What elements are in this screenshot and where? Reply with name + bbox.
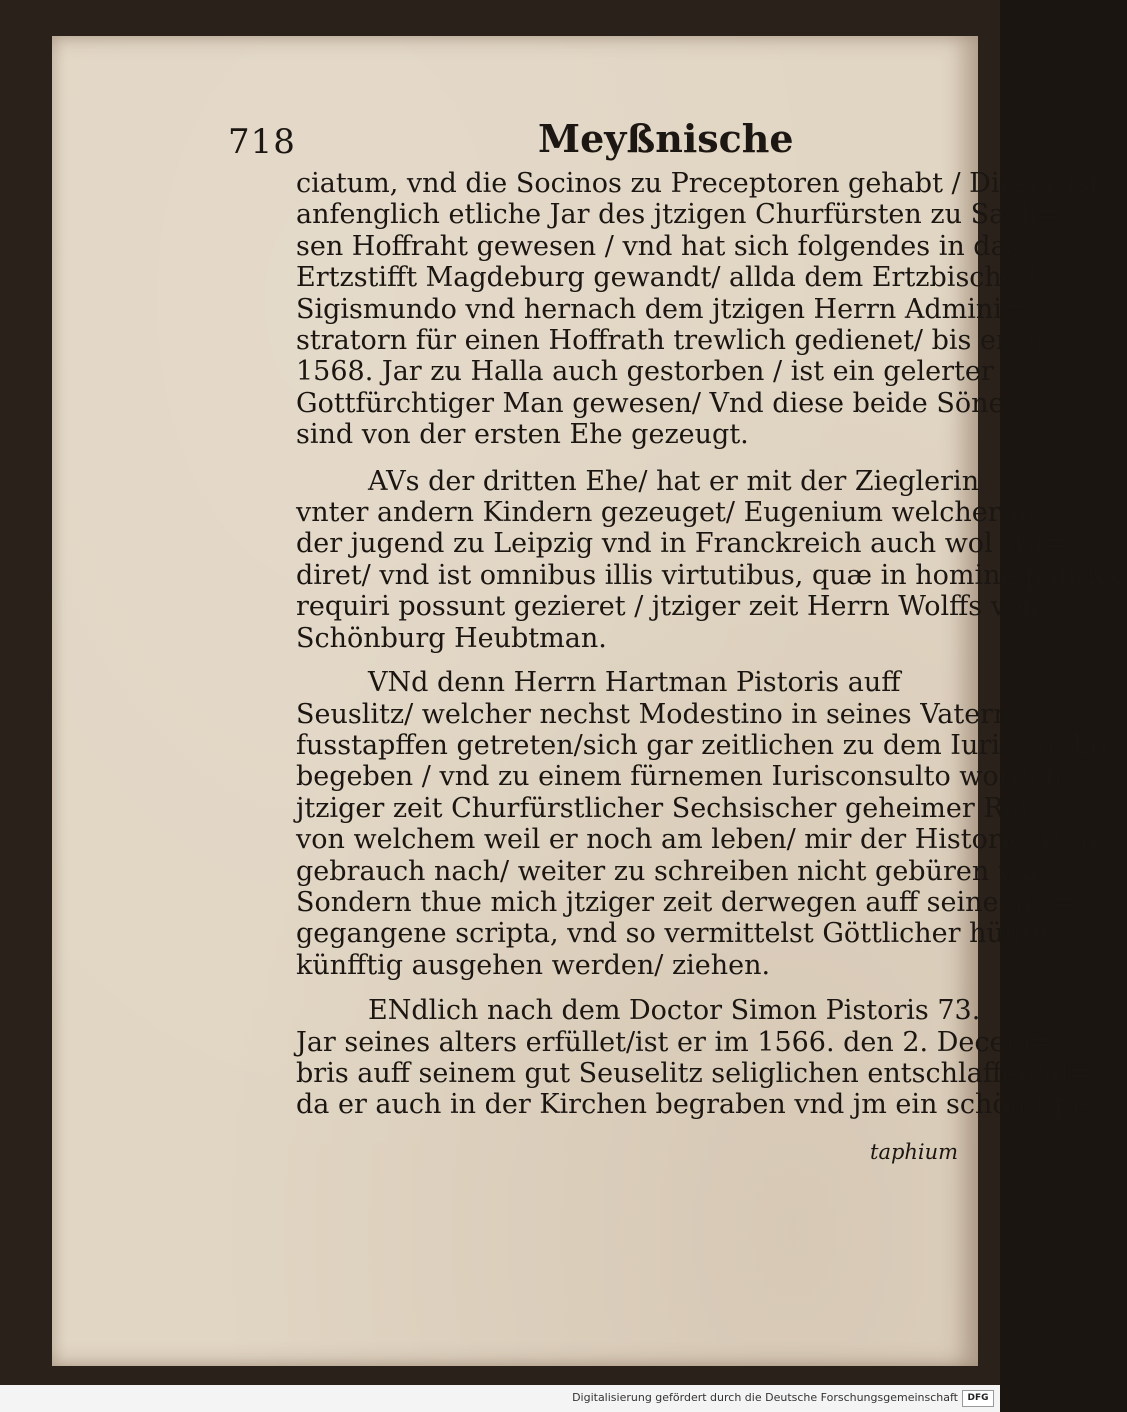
paragraph-3 [296,667,1107,981]
text-line: Sondern thue mich jtziger zeit derwegen auff seine aus= [296,886,1078,918]
text-line: ciatum, vnd die Socinos zu Preceptoren gehabt / Dieser ist [296,168,1101,199]
text-line: von welchem weil er noch am leben/ mir der Historicorum [296,824,1097,856]
text-line: sen Hoffraht gewesen / vnd hat sich folgendes in das [296,230,1021,262]
text-line: fusstapffen getreten/sich gar zeitlichen zu dem Iuris studio [296,729,1107,761]
text-line: ENdlich nach dem Doctor Simon Pistoris 73. [368,995,981,1027]
running-head: Meyßnische [538,116,794,161]
page-number: 718 [228,122,296,162]
catchword: taphium [870,1140,959,1164]
text-line: Ertzstifft Magdeburg gewandt/ allda dem Ertzbischoff [296,262,1038,294]
funding-credit: Digitalisierung gefördert durch die Deutsche Forschungsgemeinschaft [572,1391,958,1404]
text-line: gebrauch nach/ weiter zu schreiben nicht gebüren wil / [296,855,1056,887]
text-line: stratorn für einen Hoffrath trewlich gedienet/ bis er im [296,325,1052,357]
body-text [296,168,1127,1135]
text-line: Schönburg Heubtman. [296,622,607,654]
paragraph-2 [296,465,1127,654]
text-line: VNd denn Herrn Hartman Pistoris auff [368,667,901,699]
text-line: anfenglich etliche Jar des jtzigen Churfürsten zu Sach= [296,199,1061,231]
text-line: diret/ vnd ist omnibus illis virtutibus, quæ in homine politico [296,559,1127,591]
text-line: künfftig ausgehen werden/ ziehen. [296,949,771,981]
text-line: bris auff seinem gut Seuselitz seliglichen entschlaffen/al= [296,1057,1092,1089]
text-line: Sigismundo vnd hernach dem jtzigen Herrn Admini= [296,293,1025,325]
text-line: AVs der dritten Ehe/ hat er mit der Zieglerin [368,465,980,497]
text-line: Gottfürchtiger Man gewesen/ Vnd diese beide Söne [296,387,1005,419]
text-line: Jar seines alters erfüllet/ist er im 1566. den 2. Decem= [296,1026,1054,1058]
text-line: Seuslitz/ welcher nechst Modestino in seines Vatern [296,698,1011,730]
dfg-logo: DFG [962,1390,994,1407]
text-line: vnter andern Kindern gezeuget/ Eugenium welcher in [296,497,1036,529]
text-line: jtziger zeit Churfürstlicher Sechsischer geheimer Rath/ [296,792,1058,824]
paragraph-1 [296,168,1101,451]
paragraph-4 [296,995,1092,1121]
text-line: requiri possunt gezieret / jtziger zeit Herrn Wolffs von [296,591,1040,623]
text-line: gegangene scripta, vnd so vermittelst Göttlicher hülffe [296,918,1048,950]
text-line: sind von der ersten Ehe gezeugt. [296,419,749,451]
text-line: der jugend zu Leipzig vnd in Franckreich auch wol stu= [296,528,1067,560]
text-line: begeben / vnd zu einem fürnemen Iurisconsulto worden / [296,761,1080,793]
text-line: da er auch in der Kirchen begraben vnd jm ein schön Epi- [296,1089,1090,1121]
text-line: 1568. Jar zu Halla auch gestorben / ist ein gelerter [296,356,994,388]
